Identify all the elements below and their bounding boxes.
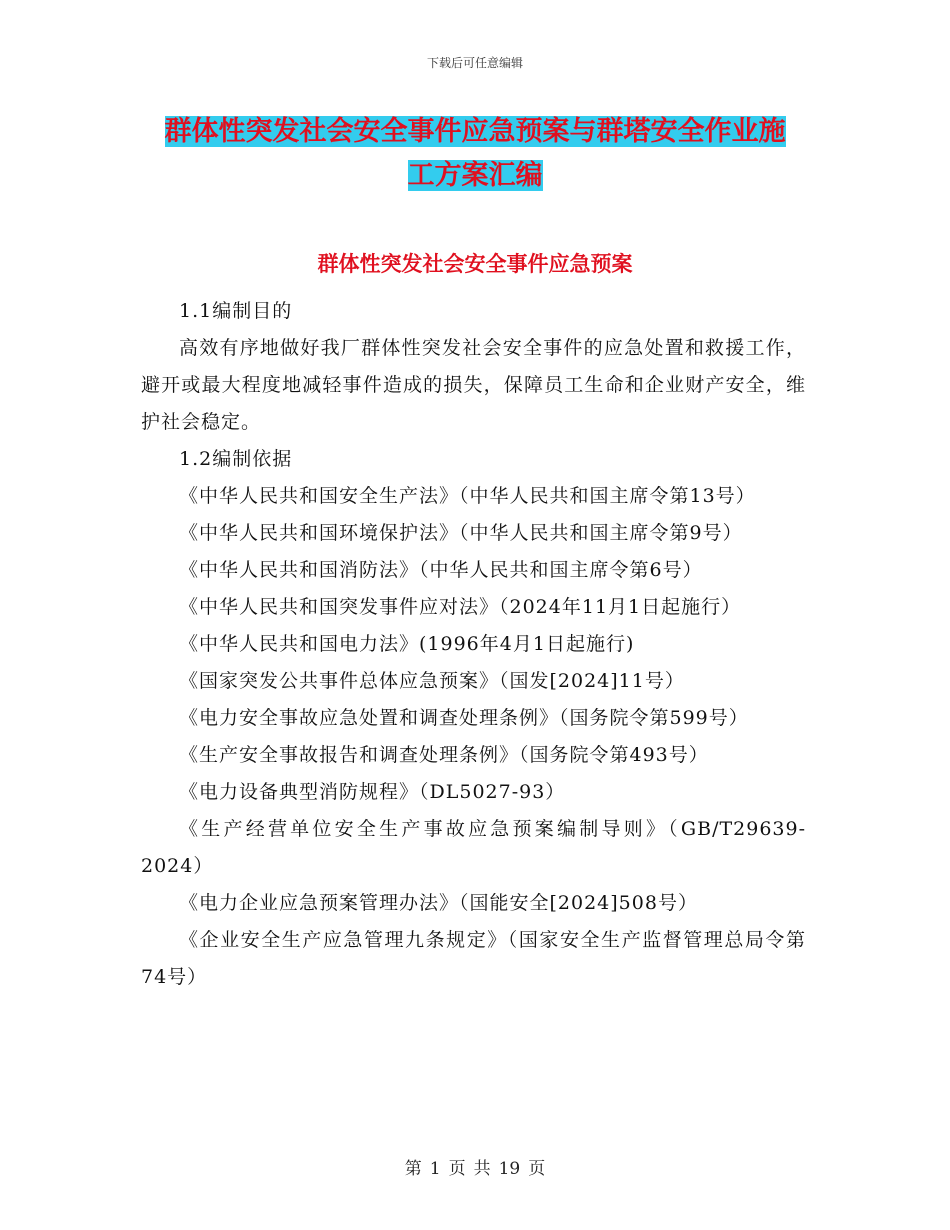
document-body bbox=[141, 293, 806, 996]
section-title: 群体性突发社会安全事件应急预案 bbox=[317, 252, 633, 276]
footer-page-unit: 页 bbox=[448, 1159, 466, 1179]
page-footer bbox=[0, 1154, 950, 1179]
paragraph-purpose: 高效有序地做好我厂群体性突发社会安全事件的应急处置和救援工作，避开或最大程度地减轻事件造成的损失，保障员工生命和企业财产安全，维护社会稳定。 bbox=[141, 337, 806, 433]
document-title bbox=[140, 110, 810, 198]
footer-page-number: 1 bbox=[429, 1159, 441, 1179]
basis-item: 《企业安全生产应急管理九条规定》（国家安全生产监督管理总局令第74号） bbox=[141, 929, 806, 988]
footer-total-unit: 页 bbox=[528, 1159, 546, 1179]
footer-page-prefix: 第 bbox=[404, 1159, 422, 1179]
basis-item: 《生产经营单位安全生产事故应急预案编制导则》（GB/T29639-2024） bbox=[141, 818, 806, 877]
basis-item: 《中华人民共和国电力法》(1996年4月1日起施行) bbox=[179, 633, 635, 655]
basis-item: 《生产安全事故报告和调查处理条例》（国务院令第493号） bbox=[179, 744, 709, 766]
document-title-line-2: 工方案汇编 bbox=[407, 160, 543, 191]
heading-purpose: 1.1编制目的 bbox=[179, 300, 293, 322]
basis-item: 《电力安全事故应急处置和调查处理条例》（国务院令第599号） bbox=[179, 707, 749, 729]
document-title-line-1: 群体性突发社会安全事件应急预案与群塔安全作业施 bbox=[164, 116, 786, 147]
basis-item: 《电力设备典型消防规程》（DL5027-93） bbox=[179, 781, 566, 803]
basis-item: 《国家突发公共事件总体应急预案》（国发[2024]11号） bbox=[179, 670, 685, 692]
basis-item: 《中华人民共和国安全生产法》（中华人民共和国主席令第13号） bbox=[179, 485, 756, 507]
heading-basis: 1.2编制依据 bbox=[179, 448, 293, 470]
footer-total-prefix: 共 bbox=[473, 1159, 491, 1179]
basis-item: 《电力企业应急预案管理办法》（国能安全[2024]508号） bbox=[179, 892, 698, 914]
header-note: 下载后可任意编辑 bbox=[426, 56, 523, 70]
basis-item: 《中华人民共和国环境保护法》（中华人民共和国主席令第9号） bbox=[179, 522, 743, 544]
footer-total-pages: 19 bbox=[498, 1159, 521, 1179]
basis-item: 《中华人民共和国突发事件应对法》（2024年11月1日起施行） bbox=[179, 596, 742, 618]
basis-item: 《中华人民共和国消防法》（中华人民共和国主席令第6号） bbox=[179, 559, 703, 581]
